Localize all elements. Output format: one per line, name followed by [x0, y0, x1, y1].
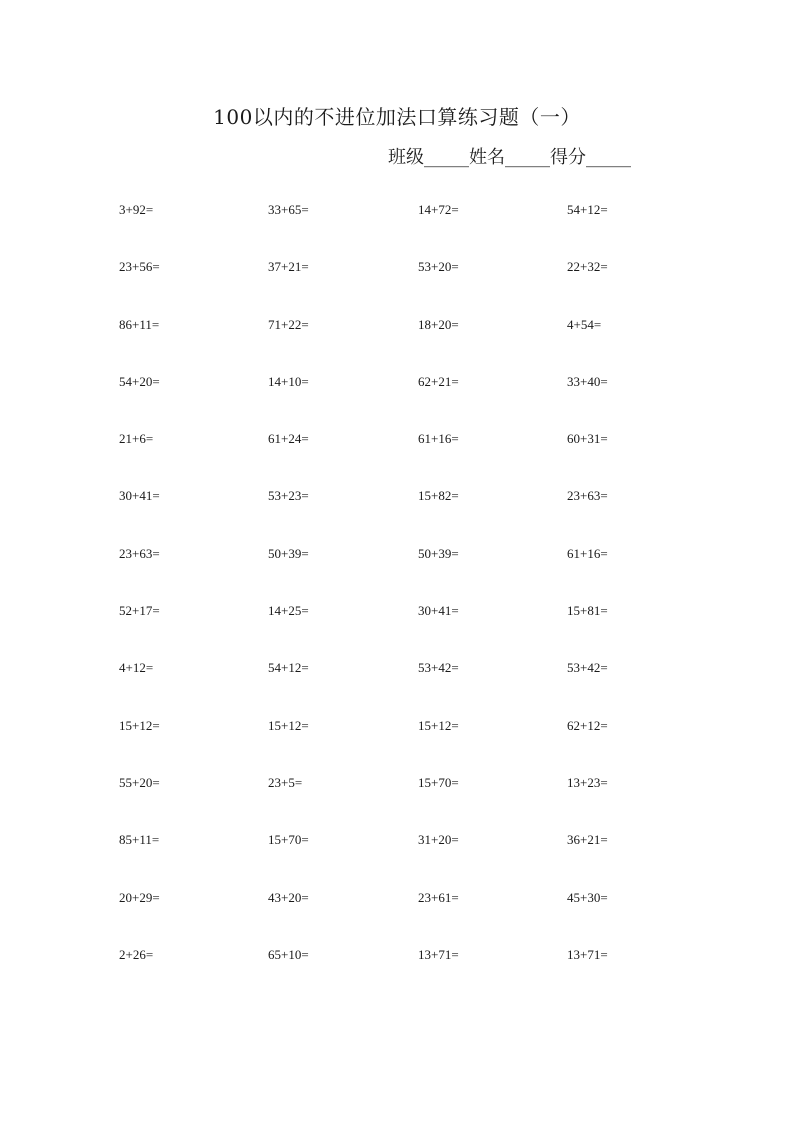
problem-item: 52+17=	[119, 603, 160, 619]
problem-item: 71+22=	[268, 316, 309, 332]
problem-item: 23+63=	[119, 545, 160, 561]
problem-item: 33+65=	[268, 202, 309, 217]
problem-item: 4+54=	[567, 316, 602, 332]
problem-item: 53+23=	[268, 488, 309, 504]
problem-item: 15+81=	[567, 603, 608, 619]
problem-item: 61+16=	[418, 431, 459, 447]
problem-item: 23+56=	[119, 259, 160, 275]
problem-item: 62+21=	[418, 373, 459, 389]
problem-item: 23+5=	[268, 774, 303, 790]
problem-item: 13+71=	[418, 946, 459, 962]
problem-item: 53+42=	[418, 660, 459, 676]
problem-item: 30+41=	[119, 488, 160, 504]
problem-item: 14+72=	[418, 202, 459, 217]
problem-item: 36+21=	[567, 832, 608, 848]
problem-item: 53+42=	[567, 660, 608, 676]
problem-item: 21+6=	[119, 431, 154, 447]
problem-item: 15+70=	[418, 774, 459, 790]
problem-item: 33+40=	[567, 373, 608, 389]
worksheet-title: 100以内的不进位加法口算练习题（一）	[213, 105, 581, 129]
problem-item: 22+32=	[567, 259, 608, 275]
problem-item: 54+12=	[268, 660, 309, 676]
problem-item: 54+20=	[119, 373, 160, 389]
problem-item: 15+70=	[268, 832, 309, 848]
problem-item: 43+20=	[268, 889, 309, 905]
problem-item: 53+20=	[418, 259, 459, 275]
problem-item: 14+25=	[268, 603, 309, 619]
problem-item: 13+23=	[567, 774, 608, 790]
problem-item: 65+10=	[268, 946, 309, 962]
problem-item: 18+20=	[418, 316, 459, 332]
problem-item: 2+26=	[119, 946, 154, 962]
problem-item: 85+11=	[119, 832, 160, 848]
problem-item: 61+24=	[268, 431, 309, 447]
problem-item: 23+61=	[418, 889, 459, 905]
problem-item: 3+92=	[119, 202, 154, 217]
problem-item: 30+41=	[418, 603, 459, 619]
problem-grid	[119, 200, 719, 1002]
problem-item: 15+12=	[418, 717, 459, 733]
problem-item: 61+16=	[567, 545, 608, 561]
problem-item: 50+39=	[268, 545, 309, 561]
problem-item: 62+12=	[567, 717, 608, 733]
problem-item: 60+31=	[567, 431, 608, 447]
problem-item: 50+39=	[418, 545, 459, 561]
problem-item: 31+20=	[418, 832, 459, 848]
problem-item: 4+12=	[119, 660, 154, 676]
problem-item: 86+11=	[119, 316, 160, 332]
problem-item: 15+12=	[268, 717, 309, 733]
problem-item: 14+10=	[268, 373, 309, 389]
problem-item: 20+29=	[119, 889, 160, 905]
problem-item: 15+12=	[119, 717, 160, 733]
problem-item: 13+71=	[567, 946, 608, 962]
problem-item: 37+21=	[268, 259, 309, 275]
problem-item: 15+82=	[418, 488, 459, 504]
problem-item: 45+30=	[567, 889, 608, 905]
problem-item: 55+20=	[119, 774, 160, 790]
student-info-line: 班级_____姓名_____得分_____	[388, 147, 631, 168]
problem-item: 23+63=	[567, 488, 608, 504]
problem-item: 54+12=	[567, 202, 608, 217]
